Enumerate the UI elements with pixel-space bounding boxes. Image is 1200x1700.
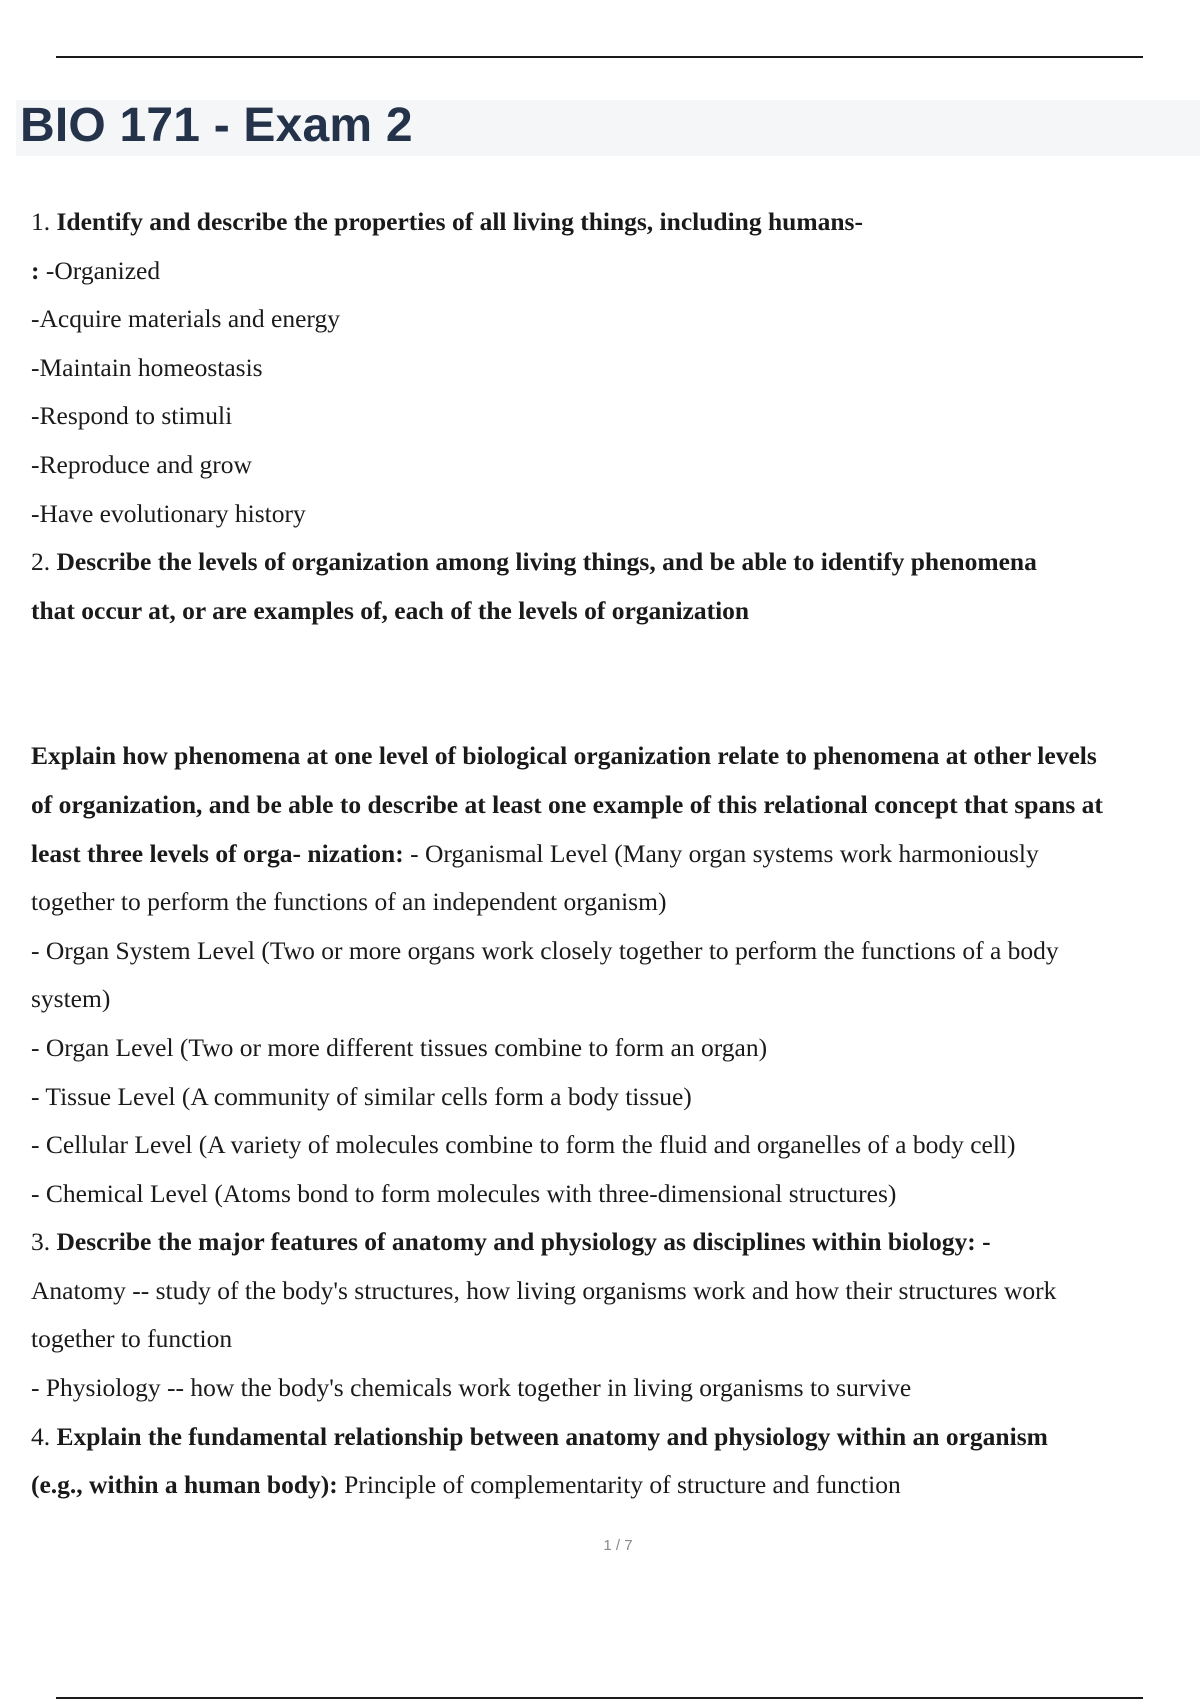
explain-answer-cellular: - Cellular Level (A variety of molecules combine to form the fluid and organelles of a body cell) — [31, 1130, 1016, 1160]
q4-number: 4. — [31, 1421, 57, 1451]
q1-answer-lead: : — [31, 255, 46, 285]
q2-question — [31, 538, 1200, 587]
explain-answer-line: system) — [31, 984, 111, 1014]
q1-answer-line: -Maintain homeostasis — [31, 352, 263, 382]
top-rule — [56, 56, 1143, 58]
q1-answer-line — [31, 247, 1200, 296]
q3-answer-line: together to function — [31, 1324, 233, 1354]
explain-question-3 — [31, 830, 1200, 879]
q4-answer: Principle of complementarity of structure and function — [337, 1470, 901, 1500]
q2-number: 2. — [31, 547, 57, 577]
explain-question-2: of organization, and be able to describe at least one example of this relational concept that spans at — [31, 789, 1103, 819]
q1-answer-line: -Respond to stimuli — [31, 401, 233, 431]
explain-question-1: Explain how phenomena at one level of biological organization relate to phenomena at other levels — [31, 741, 1097, 771]
explain-answer-organ: - Organ Level (Two or more different tissues combine to form an organ) — [31, 1032, 768, 1062]
q3-question — [31, 1218, 1200, 1267]
section-spacer — [31, 635, 1200, 732]
document-body — [31, 198, 1200, 1510]
q1-question-text: Identify and describe the properties of all living things, including humans- — [56, 207, 863, 236]
q1-answer-line: -Have evolutionary history — [31, 498, 306, 528]
q3-question-text: Describe the major features of anatomy and physiology as disciplines within biology: - — [56, 1227, 991, 1257]
q4-question-text-1: Explain the fundamental relationship between anatomy and physiology within an organism — [56, 1421, 1048, 1451]
q1-question — [31, 198, 1200, 247]
q1-answer-text: -Organized — [45, 255, 161, 285]
q1-answer-line: -Acquire materials and energy — [31, 304, 340, 334]
q2-question-text-2: that occur at, or are examples of, each of the levels of organization — [31, 595, 750, 625]
explain-answer-tissue: - Tissue Level (A community of similar cells form a body tissue) — [31, 1081, 692, 1111]
explain-answer-organismal: - Organismal Level (Many organ systems work harmoniously — [403, 838, 1039, 868]
q4-question-line-2 — [31, 1461, 1200, 1510]
bottom-rule — [56, 1697, 1143, 1699]
q4-question-text-2: (e.g., within a human body): — [31, 1470, 338, 1500]
q4-question — [31, 1413, 1200, 1462]
explain-answer-line: together to perform the functions of an independent organism) — [31, 887, 667, 917]
page-title: BIO 171 - Exam 2 — [20, 99, 413, 152]
q3-number: 3. — [31, 1227, 57, 1257]
q3-answer-physiology: - Physiology -- how the body's chemicals work together in living organisms to survive — [31, 1373, 912, 1403]
q1-number: 1. — [31, 207, 57, 236]
explain-question-3-bold: least three levels of orga- nization: — [31, 838, 404, 868]
q2-question-text-1: Describe the levels of organization among living things, and be able to identify phenomena — [56, 547, 1037, 577]
q1-answer-line: -Reproduce and grow — [31, 449, 252, 479]
explain-answer-organ-system: - Organ System Level (Two or more organs work closely together to perform the functions of a body — [31, 935, 1059, 965]
explain-answer-chemical: - Chemical Level (Atoms bond to form molecules with three-dimensional structures) — [31, 1178, 897, 1208]
q3-answer-anatomy: Anatomy -- study of the body's structures, how living organisms work and how their structures work — [31, 1275, 1057, 1305]
page-indicator: 1 / 7 — [603, 1537, 633, 1554]
